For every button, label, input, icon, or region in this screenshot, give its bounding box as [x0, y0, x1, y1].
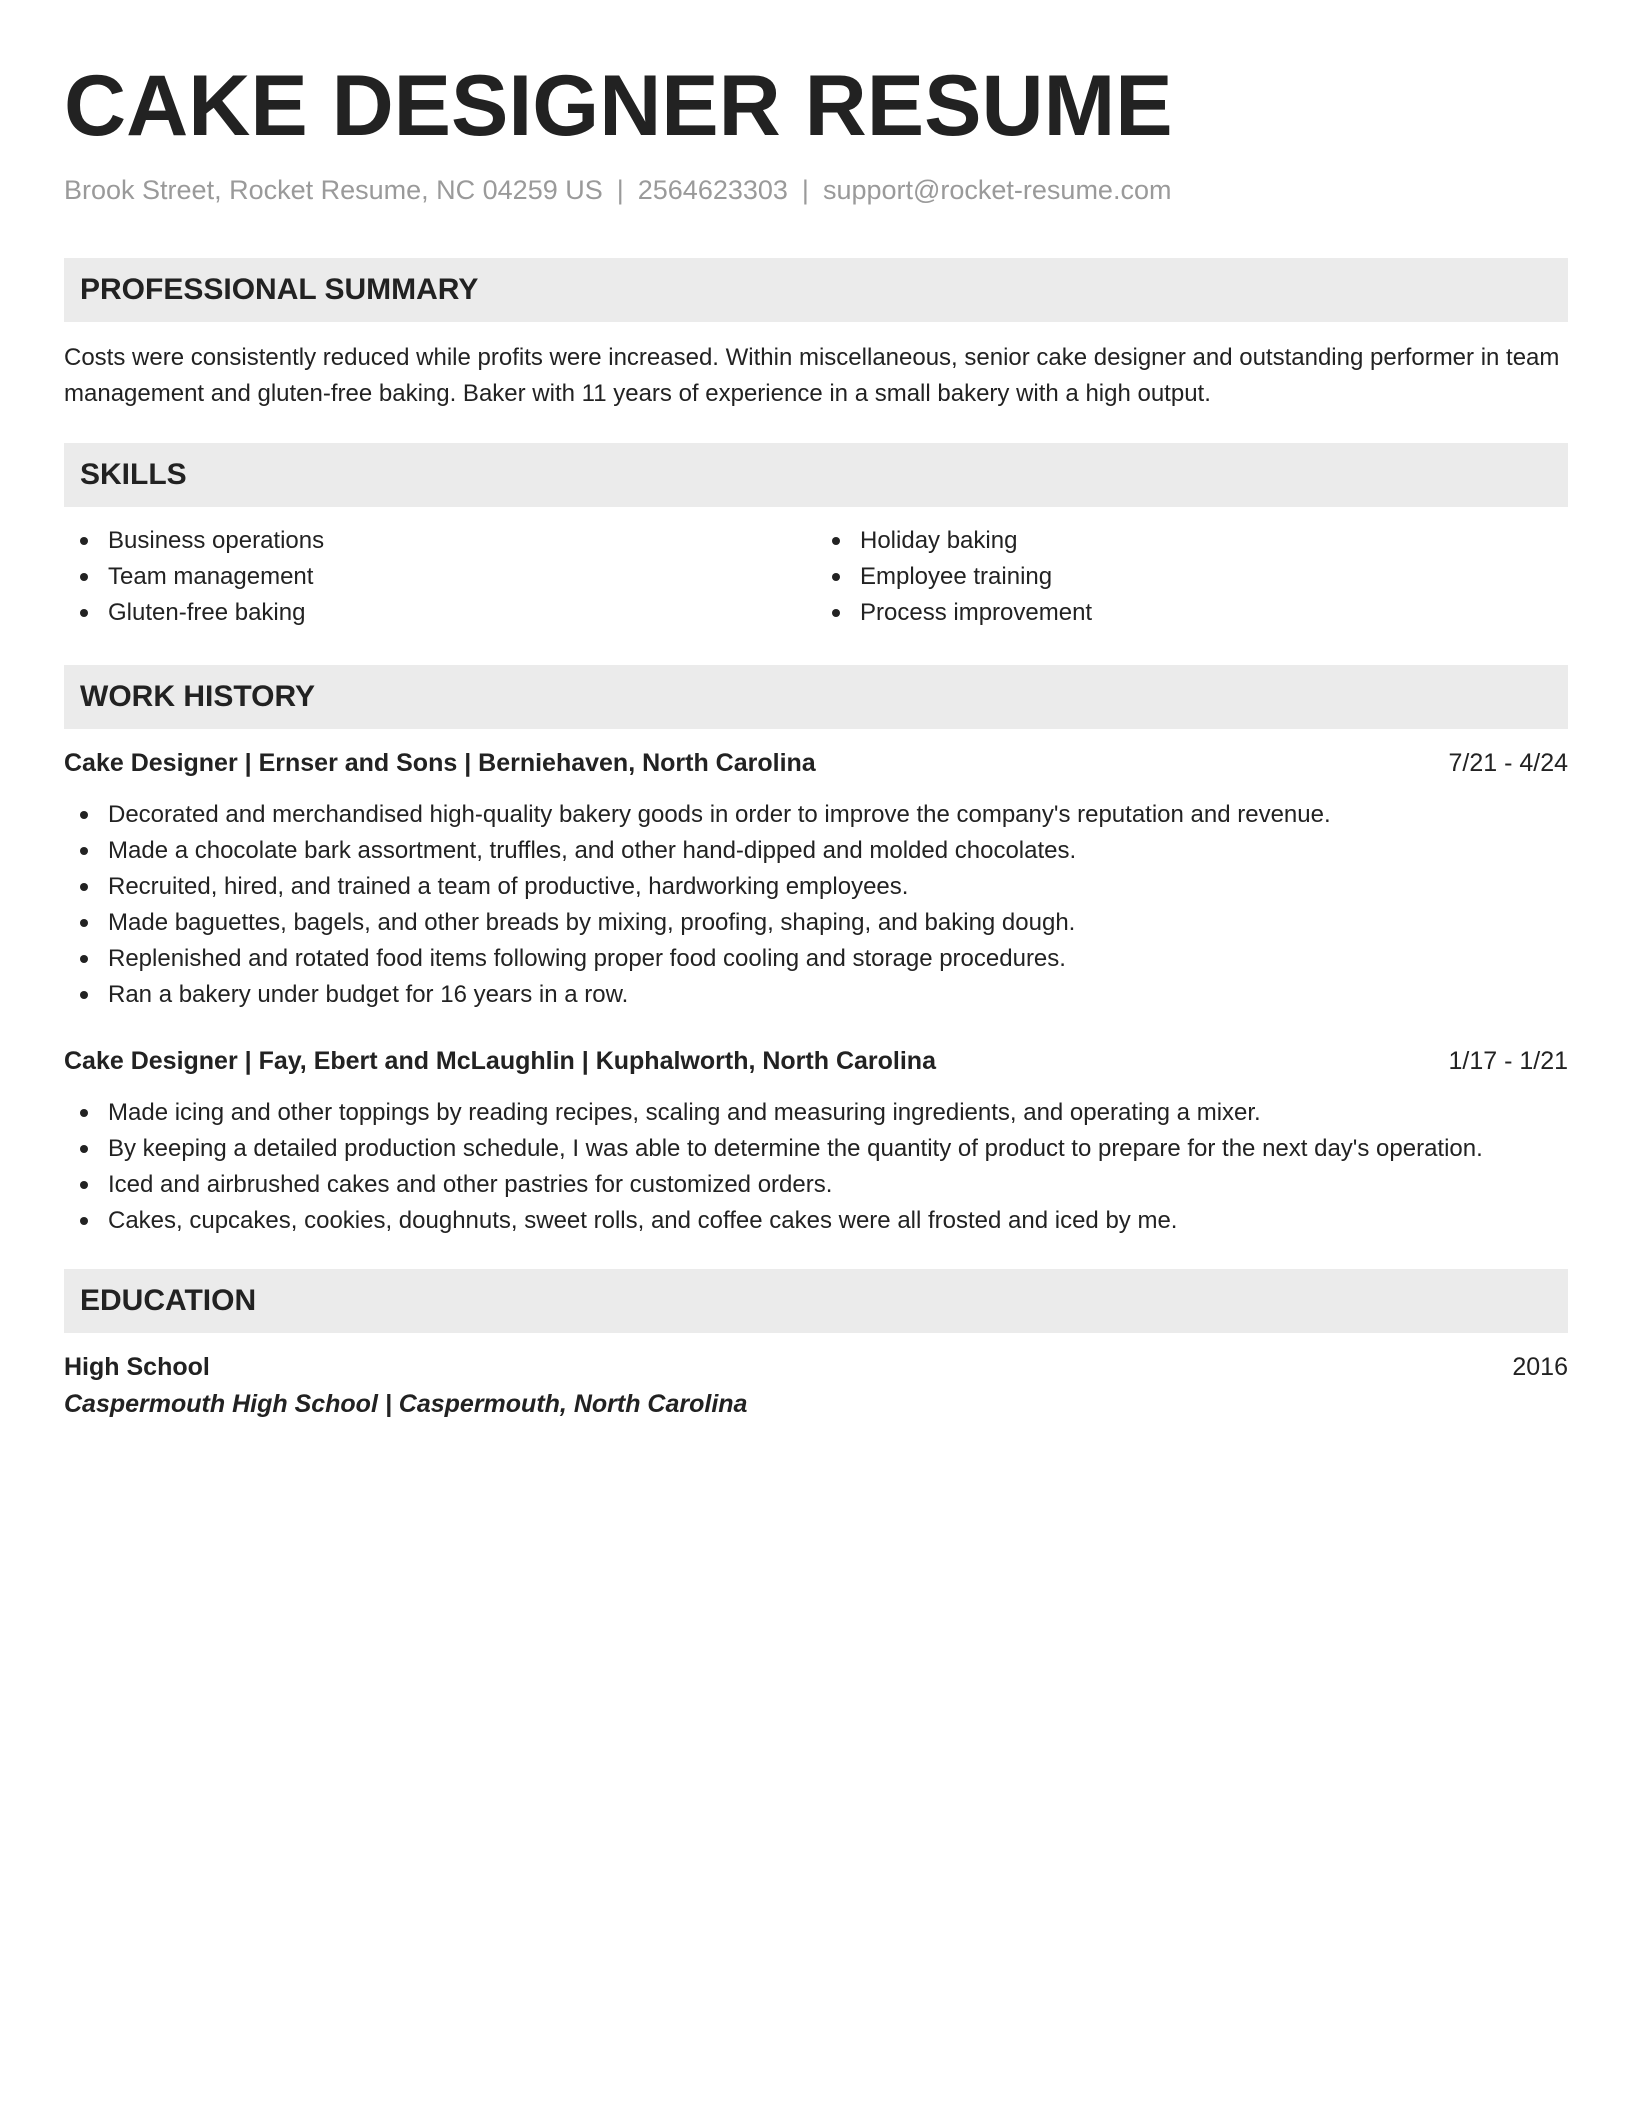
bullet-icon — [80, 1217, 88, 1225]
skill-label: Business operations — [108, 527, 325, 554]
summary-text: Costs were consistently reduced while profits were increased. Within miscellaneous, senior cake designer and outstanding performer in team management and gluten-free baking. Baker with 11 years of experience in a small bakery with a high output. — [64, 344, 1560, 407]
bullet-icon — [80, 955, 88, 963]
job-bullet-text: Made baguettes, bagels, and other breads by mixing, proofing, shaping, and baking dough. — [108, 909, 1076, 936]
bullet-icon — [80, 1109, 88, 1117]
contact-address: Brook Street, Rocket Resume, NC 04259 US — [64, 175, 603, 205]
bullet-icon — [80, 811, 88, 819]
job-bullet — [64, 1167, 1568, 1203]
job-bullet-text: By keeping a detailed production schedule, I was able to determine the quantity of product to prepare for the next day's operation. — [108, 1135, 1483, 1162]
summary-section — [64, 258, 1568, 412]
skill-label: Process improvement — [860, 599, 1093, 626]
skills-column-left — [64, 523, 816, 631]
job-bullet — [64, 905, 1568, 941]
skills-section — [64, 443, 1568, 631]
skill-item — [816, 559, 1568, 595]
job-bullet-text: Cakes, cupcakes, cookies, doughnuts, sweet rolls, and coffee cakes were all frosted and iced by me. — [108, 1207, 1178, 1234]
job-bullet — [64, 1095, 1568, 1131]
job-bullet — [64, 1203, 1568, 1239]
skill-label: Employee training — [860, 563, 1053, 590]
job-bullet — [64, 941, 1568, 977]
summary-heading: PROFESSIONAL SUMMARY — [64, 258, 1568, 322]
skill-label: Team management — [108, 563, 314, 590]
skills-grid — [64, 523, 1568, 631]
job-dates: 1/17 - 1/21 — [1448, 1047, 1568, 1075]
skill-item — [816, 595, 1568, 631]
skill-item — [816, 523, 1568, 559]
education-section — [64, 1269, 1568, 1423]
job-header — [64, 1043, 1568, 1079]
job-bullet-text: Made icing and other toppings by reading recipes, scaling and measuring ingredients, and operating a mixer. — [108, 1099, 1261, 1126]
education-header — [64, 1349, 1568, 1385]
skills-column-right — [816, 523, 1568, 631]
job-bullets — [64, 797, 1568, 1013]
bullet-icon — [80, 883, 88, 891]
job-dates: 7/21 - 4/24 — [1448, 749, 1568, 777]
contact-email: support@rocket-resume.com — [822, 175, 1172, 205]
contact-line — [64, 174, 1568, 206]
skill-item — [64, 595, 816, 631]
contact-separator: | — [801, 175, 809, 205]
job-bullet — [64, 797, 1568, 833]
bullet-icon — [80, 609, 88, 617]
bullet-icon — [832, 609, 840, 617]
bullet-icon — [80, 991, 88, 999]
bullet-icon — [832, 573, 840, 581]
job-bullets — [64, 1095, 1568, 1239]
education-degree: High School — [64, 1353, 210, 1381]
work-history-section — [64, 665, 1568, 1239]
bullet-icon — [80, 573, 88, 581]
bullet-icon — [80, 847, 88, 855]
skills-heading: SKILLS — [64, 443, 1568, 507]
bullet-icon — [80, 1181, 88, 1189]
education-heading: EDUCATION — [64, 1269, 1568, 1333]
job-bullet-text: Replenished and rotated food items following proper food cooling and storage procedures. — [108, 945, 1066, 972]
contact-separator: | — [616, 175, 624, 205]
job-bullet — [64, 977, 1568, 1013]
skill-item — [64, 523, 816, 559]
job-bullet — [64, 833, 1568, 869]
job-bullet-text: Ran a bakery under budget for 16 years in a row. — [108, 981, 629, 1008]
resume-title: CAKE DESIGNER RESUME — [64, 58, 1173, 154]
job-bullet-text: Recruited, hired, and trained a team of productive, hardworking employees. — [108, 873, 909, 900]
job-header — [64, 745, 1568, 781]
job-bullet-text: Iced and airbrushed cakes and other pastries for customized orders. — [108, 1171, 833, 1198]
contact-phone: 2564623303 — [637, 175, 788, 205]
education-school: Caspermouth High School | Caspermouth, North Carolina — [64, 1390, 748, 1418]
skill-item — [64, 559, 816, 595]
skill-label: Holiday baking — [860, 527, 1018, 554]
skill-label: Gluten-free baking — [108, 599, 306, 626]
bullet-icon — [80, 1145, 88, 1153]
education-year: 2016 — [1512, 1353, 1568, 1381]
bullet-icon — [80, 919, 88, 927]
job-title: Cake Designer | Ernser and Sons | Berniehaven, North Carolina — [64, 749, 816, 777]
job-bullet-text: Decorated and merchandised high-quality bakery goods in order to improve the company's reputation and revenue. — [108, 801, 1331, 828]
bullet-icon — [832, 537, 840, 545]
work-history-heading: WORK HISTORY — [64, 665, 1568, 729]
bullet-icon — [80, 537, 88, 545]
job-bullet — [64, 1131, 1568, 1167]
job-title: Cake Designer | Fay, Ebert and McLaughlin | Kuphalworth, North Carolina — [64, 1047, 936, 1075]
job-bullet-text: Made a chocolate bark assortment, truffles, and other hand-dipped and molded chocolates. — [108, 837, 1077, 864]
job-bullet — [64, 869, 1568, 905]
